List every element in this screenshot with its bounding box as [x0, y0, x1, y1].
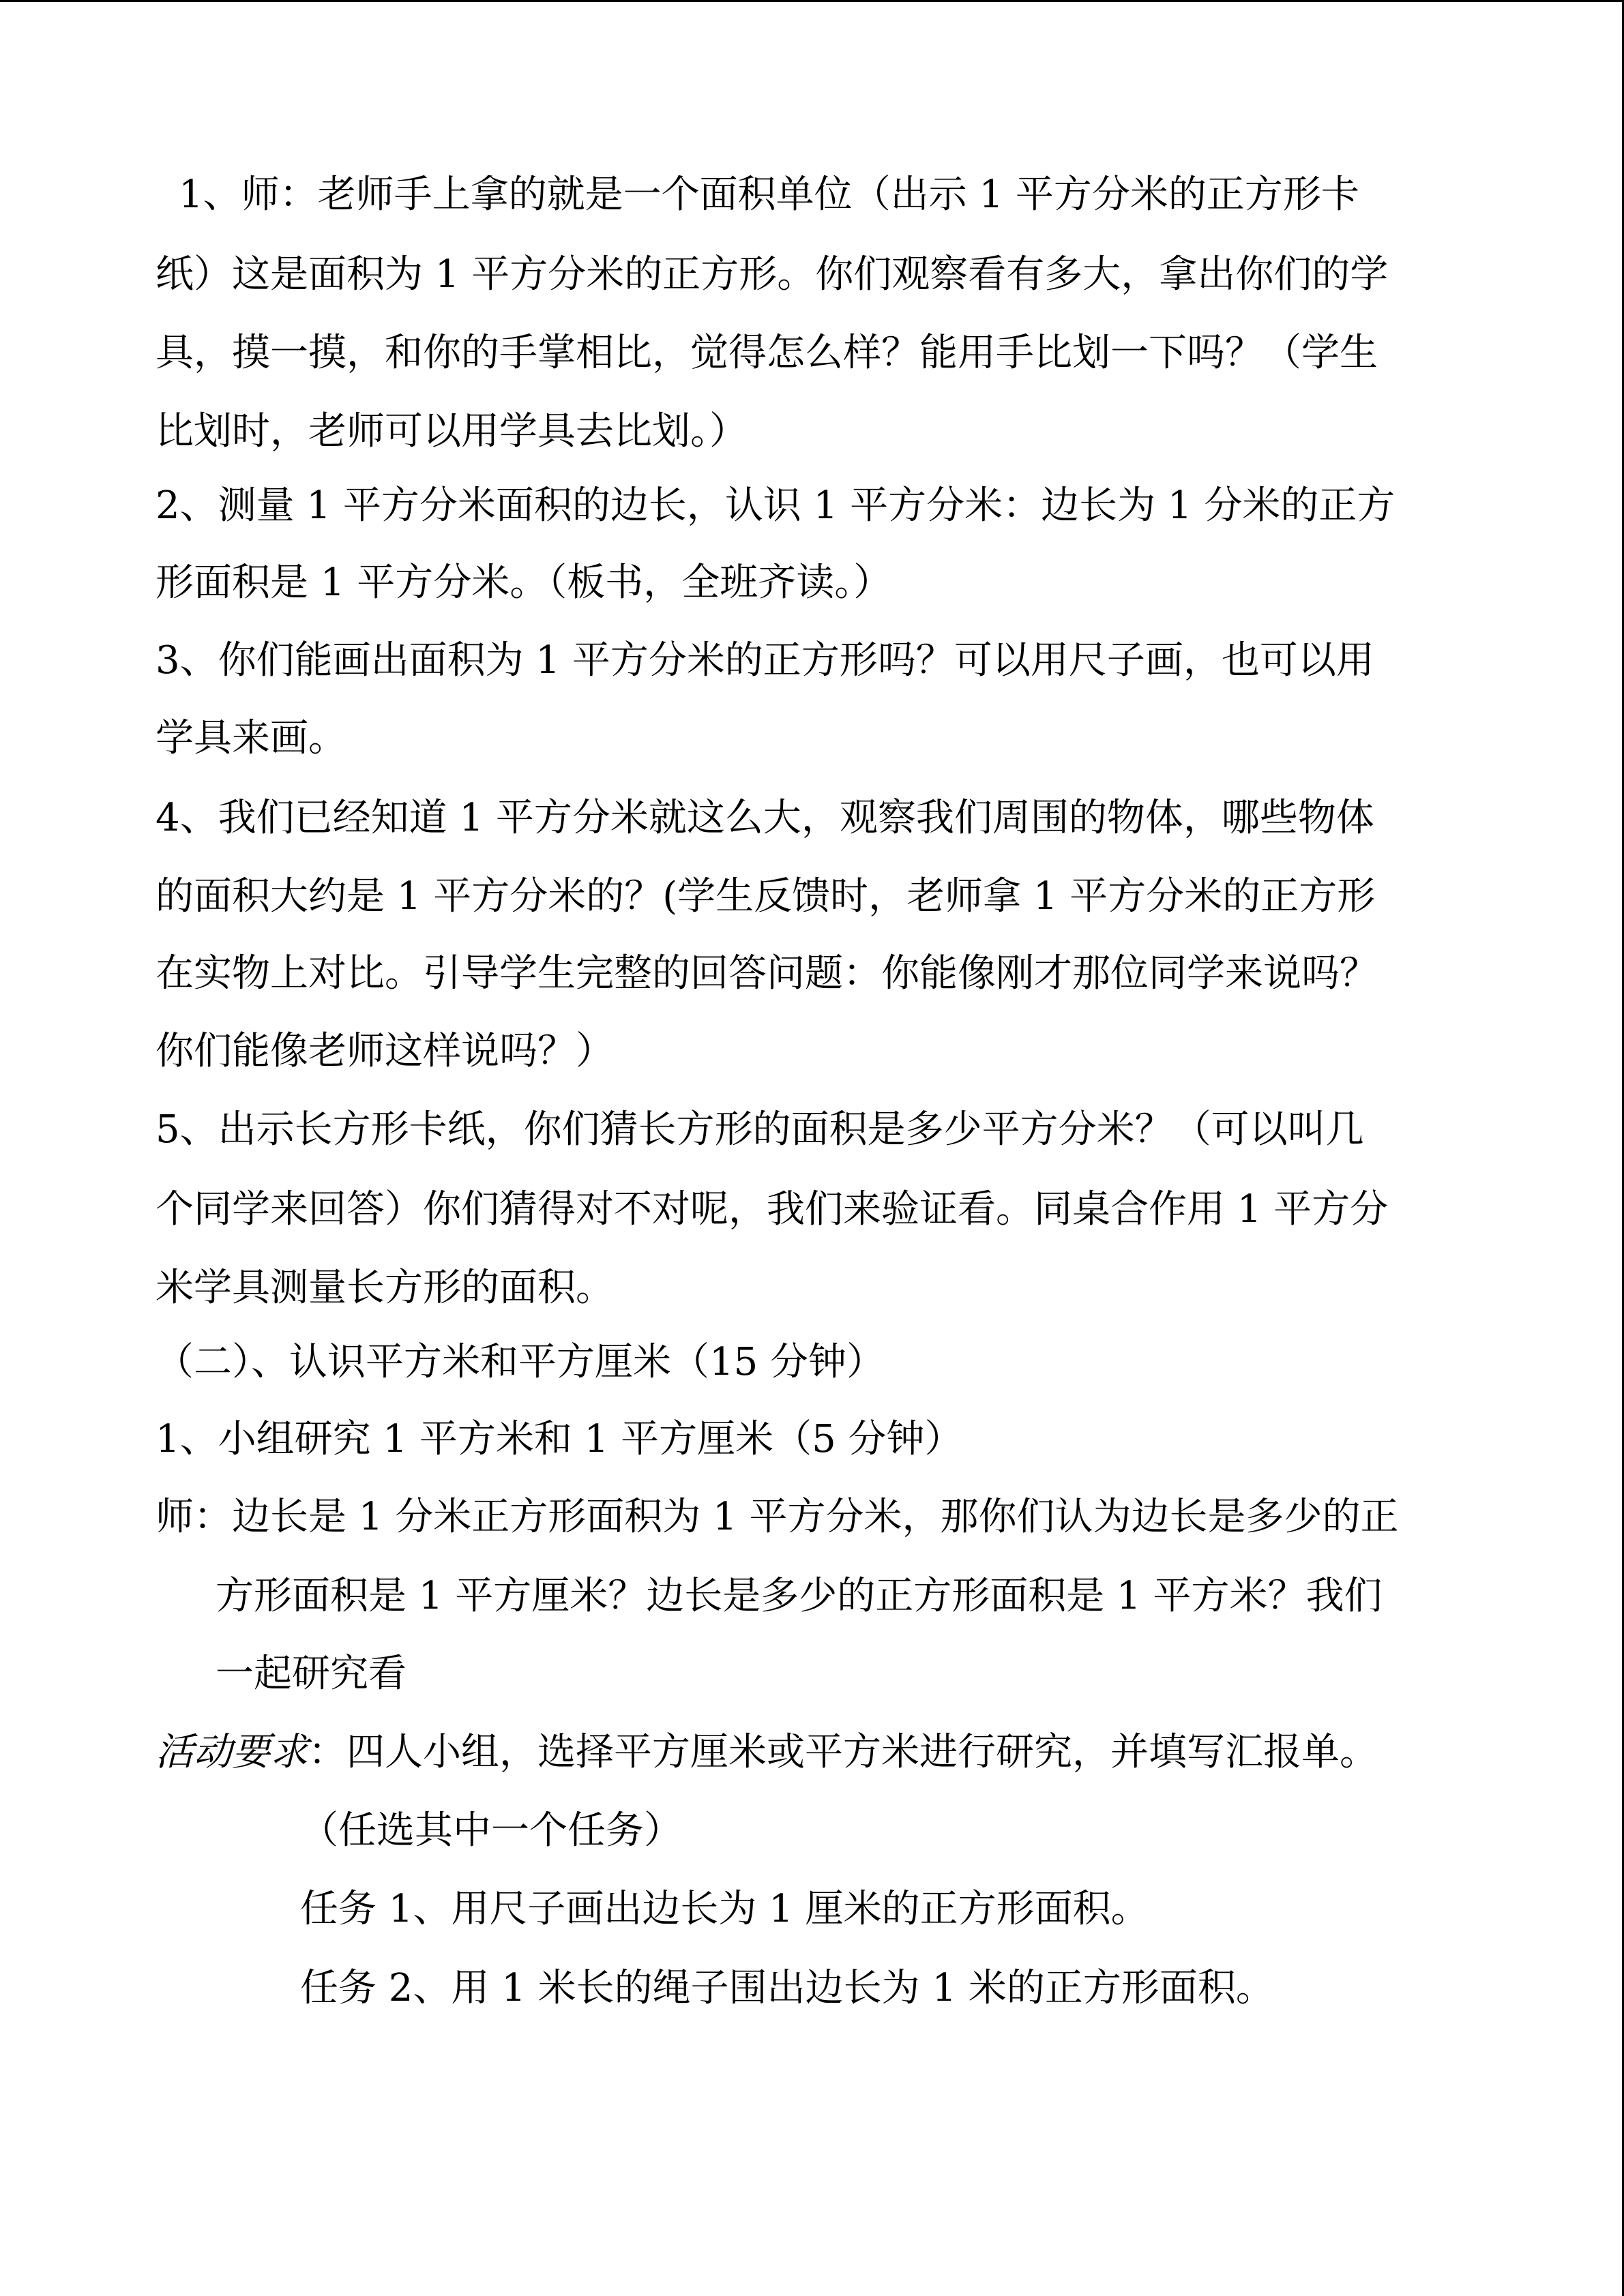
subsection-heading: 1、小组研究 1 平方米和 1 平方厘米（5 分钟） [156, 1417, 963, 1461]
paragraph-2-line-2: 形面积是 1 平方分米。（板书，全班齐读。） [156, 561, 892, 605]
teacher-line-3: 一起研究看 [216, 1652, 407, 1696]
paragraph-5-line-3: 米学具测量长方形的面积。 [156, 1266, 614, 1310]
paragraph-1-line-4: 比划时，老师可以用学具去比划。） [156, 409, 748, 453]
paragraph-4-line-4: 你们能像老师这样说吗？） [156, 1029, 614, 1073]
paragraph-3-line-1: 3、你们能画出面积为 1 平方分米的正方形吗？可以用尺子画，也可以用 [156, 638, 1374, 683]
teacher-line-1: 师：边长是 1 分米正方形面积为 1 平方分米，那你们认为边长是多少的正 [156, 1495, 1399, 1539]
section-heading: （二）、认识平方米和平方厘米（15 分钟） [156, 1340, 885, 1384]
paragraph-5-line-1: 5、出示长方形卡纸，你们猜长方形的面积是多少平方分米？（可以叫几 [156, 1107, 1364, 1152]
paragraph-1-line-1: 1、师：老师手上拿的就是一个面积单位（出示 1 平方分米的正方形卡 [179, 173, 1359, 217]
paragraph-4-line-1: 4、我们已经知道 1 平方分米就这么大，观察我们周围的物体，哪些物体 [156, 796, 1374, 840]
paragraph-2-line-1: 2、测量 1 平方分米面积的边长，认识 1 平方分米：边长为 1 分米的正方 [156, 483, 1396, 528]
paragraph-5-line-2: 个同学来回答）你们猜得对不对呢，我们来验证看。同桌合作用 1 平方分 [156, 1187, 1389, 1232]
paragraph-4-line-3: 在实物上对比。引导学生完整的回答问题：你能像刚才那位同学来说吗？ [156, 951, 1378, 996]
activity-text: ：四人小组，选择平方厘米或平方米进行研究，并填写汇报单。 [308, 1730, 1378, 1774]
paragraph-1-line-2: 纸）这是面积为 1 平方分米的正方形。你们观察看有多大，拿出你们的学 [156, 252, 1389, 297]
choose-task-note: （任选其中一个任务） [300, 1808, 682, 1853]
teacher-line-2: 方形面积是 1 平方厘米？边长是多少的正方形面积是 1 平方米？我们 [216, 1574, 1383, 1618]
page-top-border [0, 0, 1624, 2]
task-2: 任务 2、用 1 米长的绳子围出边长为 1 米的正方形面积。 [300, 1966, 1274, 2010]
activity-requirement [156, 1725, 1378, 1780]
paragraph-4-line-2: 的面积大约是 1 平方分米的？(学生反馈时，老师拿 1 平方分米的正方形 [156, 874, 1376, 919]
paragraph-3-line-2: 学具来画。 [156, 716, 346, 760]
paragraph-1-line-3: 具，摸一摸，和你的手掌相比，觉得怎么样？能用手比划一下吗？（学生 [156, 331, 1378, 375]
task-1: 任务 1、用尺子画出边长为 1 厘米的正方形面积。 [300, 1887, 1149, 1931]
activity-label: 活动要求 [156, 1730, 308, 1774]
